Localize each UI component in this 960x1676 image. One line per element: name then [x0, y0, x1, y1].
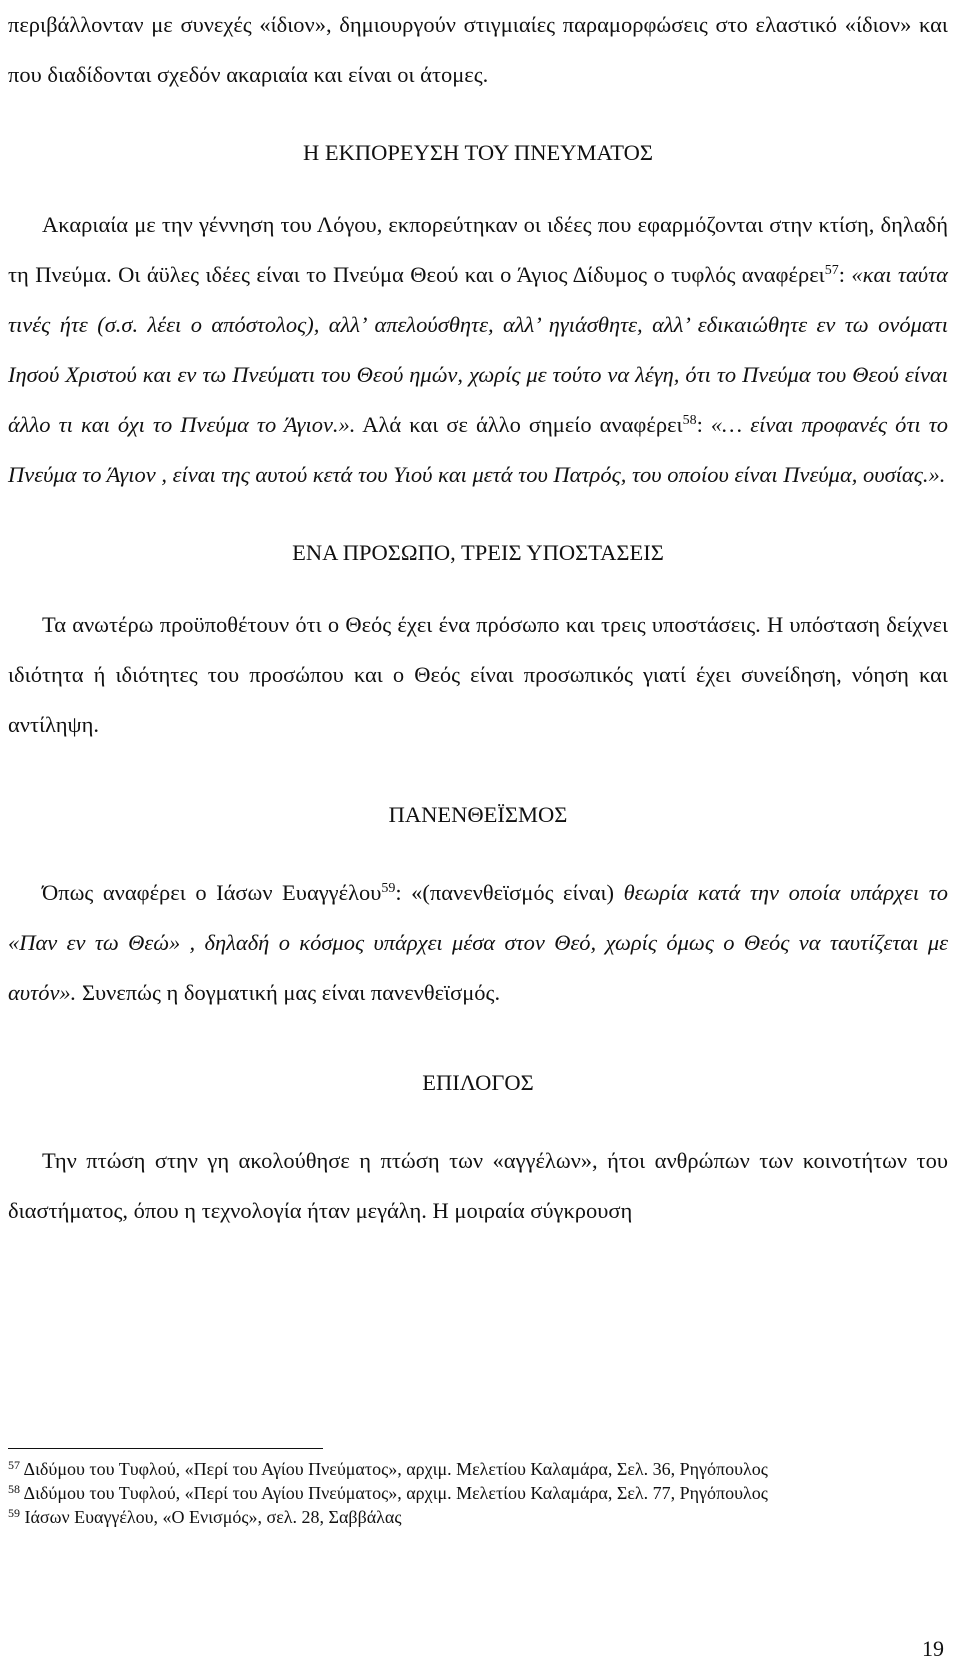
text-span: : «(πανενθεϊσμός είναι)	[395, 880, 624, 905]
footnote-ref-58: 58	[682, 413, 697, 428]
text-span: :	[696, 412, 711, 437]
footnote-ref-59: 59	[381, 881, 396, 896]
text-span: :	[838, 262, 852, 287]
footnote-59	[8, 1505, 948, 1529]
paragraph-panentheism	[8, 868, 948, 1018]
paragraph-one-person: Τα ανωτέρω προϋποθέτουν ότι ο Θεός έχει ένα πρόσωπο και τρεις υποστάσεις. Η υπόσταση δείχνει ιδιότητα ή ιδιότητες του προσώπου και ο Θεός είναι προσωπικός γιατί έχει συνείδηση, νόηση και αντίληψη.	[8, 612, 948, 737]
footnote-text: Ιάσων Ευαγγέλου, «Ο Ενισμός», σελ. 28, Σαββάλας	[24, 1507, 402, 1527]
heading-spirit-procession: Η ΕΚΠΟΡΕΥΣΗ ΤΟΥ ΠΝΕΥΜΑΤΟΣ	[303, 140, 653, 165]
footnote-ref-57: 57	[824, 263, 839, 278]
quote-didymus-2: «… είναι προφανές ότι το Πνεύμα το Άγιον , είναι της αυτού κετά του Υιού και μετά του Πατρός, του οποίου είναι Πνεύμα, ουσίας.».	[8, 412, 949, 487]
quote-evangelou: θεωρία κατά την οποία υπάρχει το «Παν εν τω Θεώ» , δηλαδή ο κόσμος υπάρχει μέσα στον Θεό, χωρίς όμως ο Θεός να ταυτίζεται με αυτόν».	[8, 880, 949, 1005]
quote-didymus-1: «και ταύτα τινές ήτε (σ.σ. λέει ο απόστολος), αλλ’ απελούσθητε, αλλ’ ηγιάσθητε, αλλ’ εδικαιώθητε εν τω ονόματι Ιησού Χριστού και εν τω Πνεύματι του Θεού ημών, χωρίς με τούτο να λέγη, ότι το Πνεύμα του Θεού είναι άλλο τι και όχι το Πνεύμα το Άγιον.».	[8, 262, 948, 437]
page-body	[8, 0, 948, 1236]
footnote-number: 57	[8, 1458, 20, 1472]
paragraph-spirit-procession	[8, 200, 948, 500]
text-span: Αλά και σε άλλο σημείο αναφέρει	[355, 412, 683, 437]
text-span: Όπως αναφέρει ο Ιάσων Ευαγγέλου	[42, 880, 382, 905]
footnote-text: Διδύμου του Τυφλού, «Περί του Αγίου Πνεύματος», αρχιμ. Μελετίου Καλαμάρα, Σελ. 77, Ρηγόπουλος	[23, 1483, 768, 1503]
footnote-divider	[8, 1448, 323, 1449]
footnote-number: 59	[8, 1506, 20, 1520]
text-span: Ακαριαία με την γέννηση του Λόγου, εκπορεύτηκαν οι ιδέες που εφαρμόζονται στην κτίση, δηλαδή τη Πνεύμα. Οι άϋλες ιδέες είναι το Πνεύμα Θεού και ο Άγιος Δίδυμος ο τυφλός αναφέρει	[8, 212, 948, 287]
heading-epilogue: ΕΠΙΛΟΓΟΣ	[422, 1070, 534, 1095]
heading-one-person: ΕΝΑ ΠΡΟΣΩΠΟ, ΤΡΕΙΣ ΥΠΟΣΤΑΣΕΙΣ	[292, 540, 664, 565]
footnotes-section	[8, 1448, 948, 1529]
footnote-57	[8, 1457, 948, 1481]
intro-paragraph: περιβάλλονταν με συνεχές «ίδιον», δημιουργούν στιγμιαίες παραμορφώσεις στο ελαστικό «ίδιον» και που διαδίδονται σχεδόν ακαριαία και είναι οι άτομες.	[8, 12, 948, 87]
heading-panentheism: ΠΑΝΕΝΘΕΪΣΜΟΣ	[388, 802, 568, 827]
paragraph-epilogue: Την πτώση στην γη ακολούθησε η πτώση των «αγγέλων», ήτοι ανθρώπων των κοινοτήτων του διαστήματος, όπου η τεχνολογία ήταν μεγάλη. Η μοιραία σύγκρουση	[8, 1148, 948, 1223]
text-span: Συνεπώς η δογματική μας είναι πανενθεϊσμός.	[76, 980, 501, 1005]
footnote-number: 58	[8, 1482, 20, 1496]
footnote-text: Διδύμου του Τυφλού, «Περί του Αγίου Πνεύματος», αρχιμ. Μελετίου Καλαμάρα, Σελ. 36, Ρηγόπουλος	[23, 1459, 768, 1479]
footnote-58	[8, 1481, 948, 1505]
page-number: 19	[922, 1636, 944, 1661]
